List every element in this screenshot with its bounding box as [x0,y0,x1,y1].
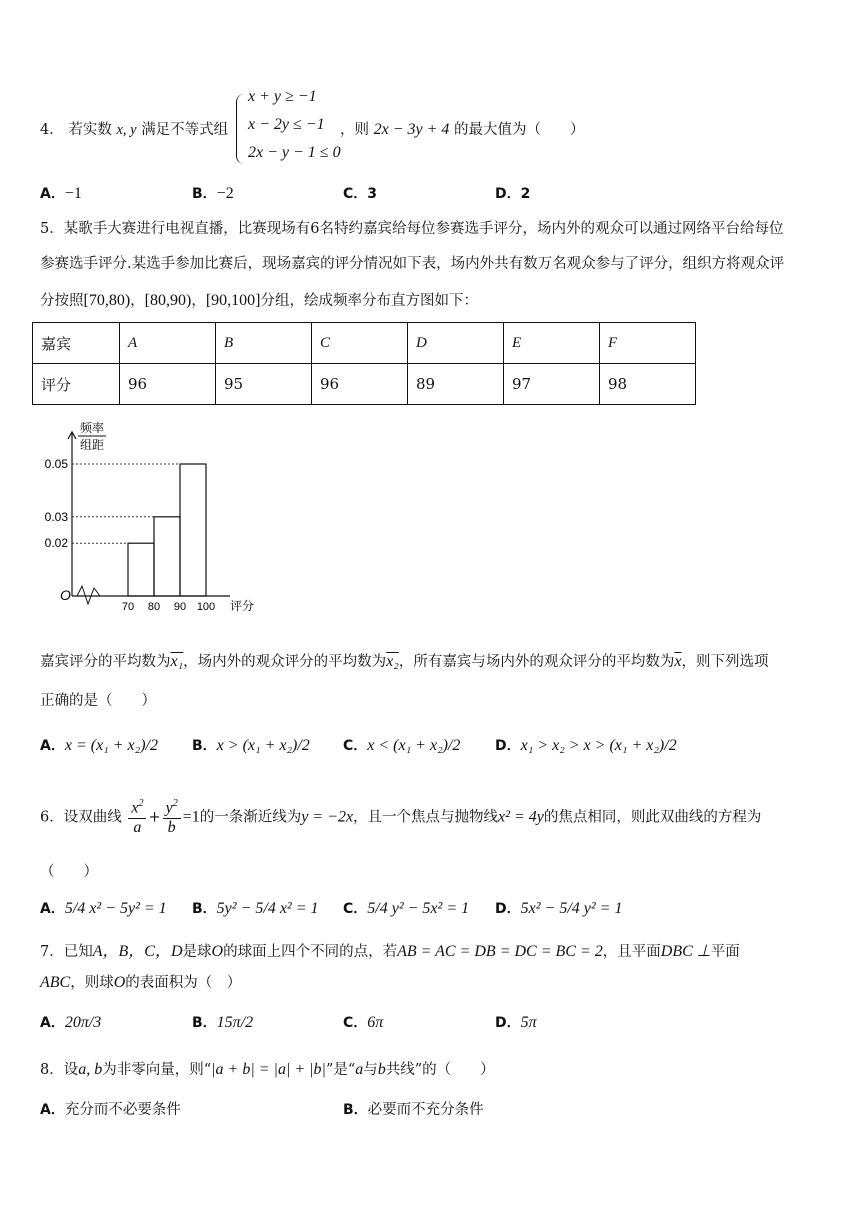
y-tick-label: 0.05 [44,457,68,471]
y-tick-label: 0.03 [44,509,68,524]
q4-option-c[interactable] [343,183,377,203]
q6-frac-x: $\frac{x^2}{a}$ [128,798,146,837]
table-cell: 96 [312,364,408,405]
q6-text: 的一条渐近线为 [199,809,302,826]
q6-asymptote: y = −2x [301,808,354,826]
histogram-bar [180,464,206,596]
option-value: 20π/3 [64,1014,102,1031]
option-label: A． [40,186,65,202]
q6-stem: 6．设双曲线 $\frac{x^2}{a}$ + $\frac{y^2}{b}$ =1的一条渐近线为y = −2x，且一个焦点与抛物线x² = 4y的焦点相同，则此双曲线的方程为 [40,798,762,836]
option-value: 5/4 y² − 5x² = 1 [367,900,470,917]
q8-text: ”是“ [325,1062,356,1078]
table-cell: B [216,323,312,364]
q7-text: 平面 [710,944,740,960]
table-cell: 98 [600,364,696,405]
q7-equalities: AB = AC = DB = DC = BC = 2 [397,943,603,960]
histogram-bar [154,517,180,596]
option-value: 5/4 x² − 5y² = 1 [64,900,167,917]
q8-vector-a: a [355,1061,364,1078]
q6-option-b[interactable] [192,898,319,918]
option-value: x < (x₁ + x₂)/2 [367,737,461,754]
q8-vector-b: b [377,1061,386,1078]
option-label: C． [343,186,368,202]
option-value: 15π/2 [216,1014,254,1031]
option-label: B． [192,901,217,917]
q5-score-table [32,322,696,405]
q4-text: 满足不等式组 [141,122,229,138]
q5-option-a[interactable] [40,735,158,755]
frequency-histogram [30,418,270,618]
q5-text: 分按照 [40,293,84,309]
axis-break [77,586,128,604]
table-cell: D [408,323,504,364]
y-axis-label-top: 频率 [80,421,105,435]
q4-option-a[interactable] [40,183,82,203]
q5-text: ，所有嘉宾与场内外的观众评分的平均数为 [398,654,675,670]
q5-line-3 [40,289,478,310]
option-value: x > (x₁ + x₂)/2 [216,737,310,754]
option-value: 5π [520,1014,537,1031]
q5-text: ，场内外的观众评分的平均数为 [183,654,387,670]
q8-text: 8．设 [40,1062,79,1078]
q8-option-a[interactable] [40,1098,181,1119]
option-label: C． [343,1015,368,1031]
q5-sep: ， [130,293,145,309]
histogram-bar [128,543,154,596]
q5-interval-3: [90,100] [205,292,261,309]
table-cell: E [504,323,600,364]
q7-option-d[interactable] [495,1012,537,1032]
option-label: D． [495,1015,521,1031]
q5-option-b[interactable] [192,735,310,755]
q8-condition: |a + b| = |a| + |b| [211,1061,326,1078]
option-label: C． [343,738,368,754]
table-header-score: 评分 [33,364,120,405]
q7-text: 是球 [182,944,212,960]
x-tick-label: 80 [147,601,161,613]
q4-number: 4． [40,122,64,138]
q8-option-b[interactable] [343,1098,484,1119]
option-value: 3 [367,186,378,202]
x-tick-label: 90 [173,601,187,613]
q7-points: A，B，C，D [92,943,183,960]
option-value: 5y² − 5/4 x² = 1 [216,900,319,917]
option-label: B． [192,1015,217,1031]
q7-option-b[interactable] [192,1012,253,1032]
q5-text: 分组，绘成频率分布直方图如下： [260,293,478,309]
q5-x1: x₁ [170,653,184,670]
table-cell: C [312,323,408,364]
table-row [33,323,696,364]
table-row [33,364,696,405]
q8-vectors: a, b [78,1061,103,1078]
q6-text: 的焦点相同，则此双曲线的方程为 [543,809,762,826]
q7-option-c[interactable] [343,1012,383,1032]
q6-frac-y: $\frac{y^2}{b}$ [163,798,181,837]
q6-text: 6．设双曲线 [40,809,122,826]
q4-option-b[interactable] [192,183,234,203]
x-tick-label: 100 [196,601,216,613]
q5-interval-2: [80,90) [144,292,192,309]
table-cell: 89 [408,364,504,405]
q8-text: 为非零向量，则“ [102,1062,212,1078]
q5-sep: ， [191,293,206,309]
q7-sphere-o: O [113,974,126,991]
q4-text: ，则 [340,122,369,138]
option-label: A． [40,1102,65,1118]
q7-text: ，且平面 [602,944,661,960]
q7-line-2 [40,971,241,992]
q4-vars: x, y [116,122,137,138]
table-cell: 95 [216,364,312,405]
origin-label: O [60,587,71,603]
q4-text: 的最大值为（ ） [454,122,585,138]
q8-stem [40,1058,495,1079]
q7-text: 7．已知 [40,944,93,960]
q6-parabola: x² = 4y [498,808,544,826]
option-value: x = (x₁ + x₂)/2 [64,737,158,754]
option-label: B． [192,738,217,754]
q5-option-d[interactable] [495,735,677,755]
q7-sphere-o: O [211,943,224,960]
q5-x2: x₂ [386,653,399,670]
q4-ineq-3: 2x − y − 1 ≤ 0 [248,144,341,161]
option-value: 充分而不必要条件 [64,1102,181,1118]
option-value: −2 [216,185,234,202]
q5-after-line-1 [40,650,768,671]
q5-option-c[interactable] [343,735,460,755]
x-tick-label: 70 [121,601,135,613]
q6-option-d[interactable] [495,898,622,918]
q6-text: ，且一个焦点与抛物线 [353,809,499,826]
q7-text: 的球面上四个不同的点，若 [223,944,398,960]
y-tick-label: 0.02 [44,536,68,551]
q6-option-a[interactable] [40,898,167,918]
option-label: C． [343,901,368,917]
q6-option-c[interactable] [343,898,469,918]
q5-after-line-2: 正确的是（ ） [40,693,156,709]
q4-option-d[interactable] [495,183,530,203]
option-value: 6π [367,1014,384,1031]
option-label: D． [495,186,521,202]
table-cell: 97 [504,364,600,405]
q7-perp: DBC ⊥ [660,943,711,960]
q8-text: 共线”的（ ） [385,1062,495,1078]
option-label: B． [192,186,217,202]
q4-inequality-system [236,88,346,170]
q6-line-2: （ ） [40,864,98,880]
q4-stem-end [340,118,585,139]
q5-interval-1: [70,80) [83,292,131,309]
option-label: A． [40,1015,65,1031]
q5-text: ，则下列选项 [681,654,769,670]
q7-text: 的表面积为（ ） [125,975,242,991]
q5-xbar: $\overline{x}$ [674,653,682,670]
q7-text: ，则球 [70,975,114,991]
table-cell: 96 [120,364,216,405]
q7-line-1 [40,938,740,961]
q4-stem [40,118,228,139]
option-label: D． [495,738,521,754]
option-value: 2 [520,186,531,202]
option-label: A． [40,901,65,917]
option-value: x₁ > x₂ > x > (x₁ + x₂)/2 [520,737,677,754]
y-axis-label-bottom: 组距 [80,438,105,452]
q8-text: 与 [363,1062,378,1078]
table-header-guest: 嘉宾 [33,323,120,364]
q4-ineq-1: x + y ≥ −1 [248,88,317,105]
q4-expression: 2x − 3y + 4 [373,121,450,138]
option-label: A． [40,738,65,754]
table-cell: F [600,323,696,364]
x-axis-label: 评分 [230,599,255,613]
option-value: −1 [64,185,82,202]
option-label: D． [495,901,521,917]
table-cell: A [120,323,216,364]
option-label: B． [343,1102,368,1118]
option-value: 必要而不充分条件 [367,1102,484,1118]
option-value: 5x² − 5/4 y² = 1 [520,900,623,917]
q5-line-1: 5．某歌手大赛进行电视直播，比赛现场有6名特约嘉宾给每位参赛选手评分，场内外的观众可以通过网络平台给每位 [40,221,784,237]
q5-text: 嘉宾评分的平均数为 [40,654,171,670]
q4-text: 若实数 [68,122,112,138]
q5-line-2: 参赛选手评分.某选手参加比赛后，现场嘉宾的评分情况如下表，场内外共有数万名观众参与了评分，组织方将观众评 [40,256,785,272]
q4-ineq-2: x − 2y ≤ −1 [248,116,325,133]
q7-option-a[interactable] [40,1012,101,1032]
q7-plane-abc: ABC [40,974,71,991]
